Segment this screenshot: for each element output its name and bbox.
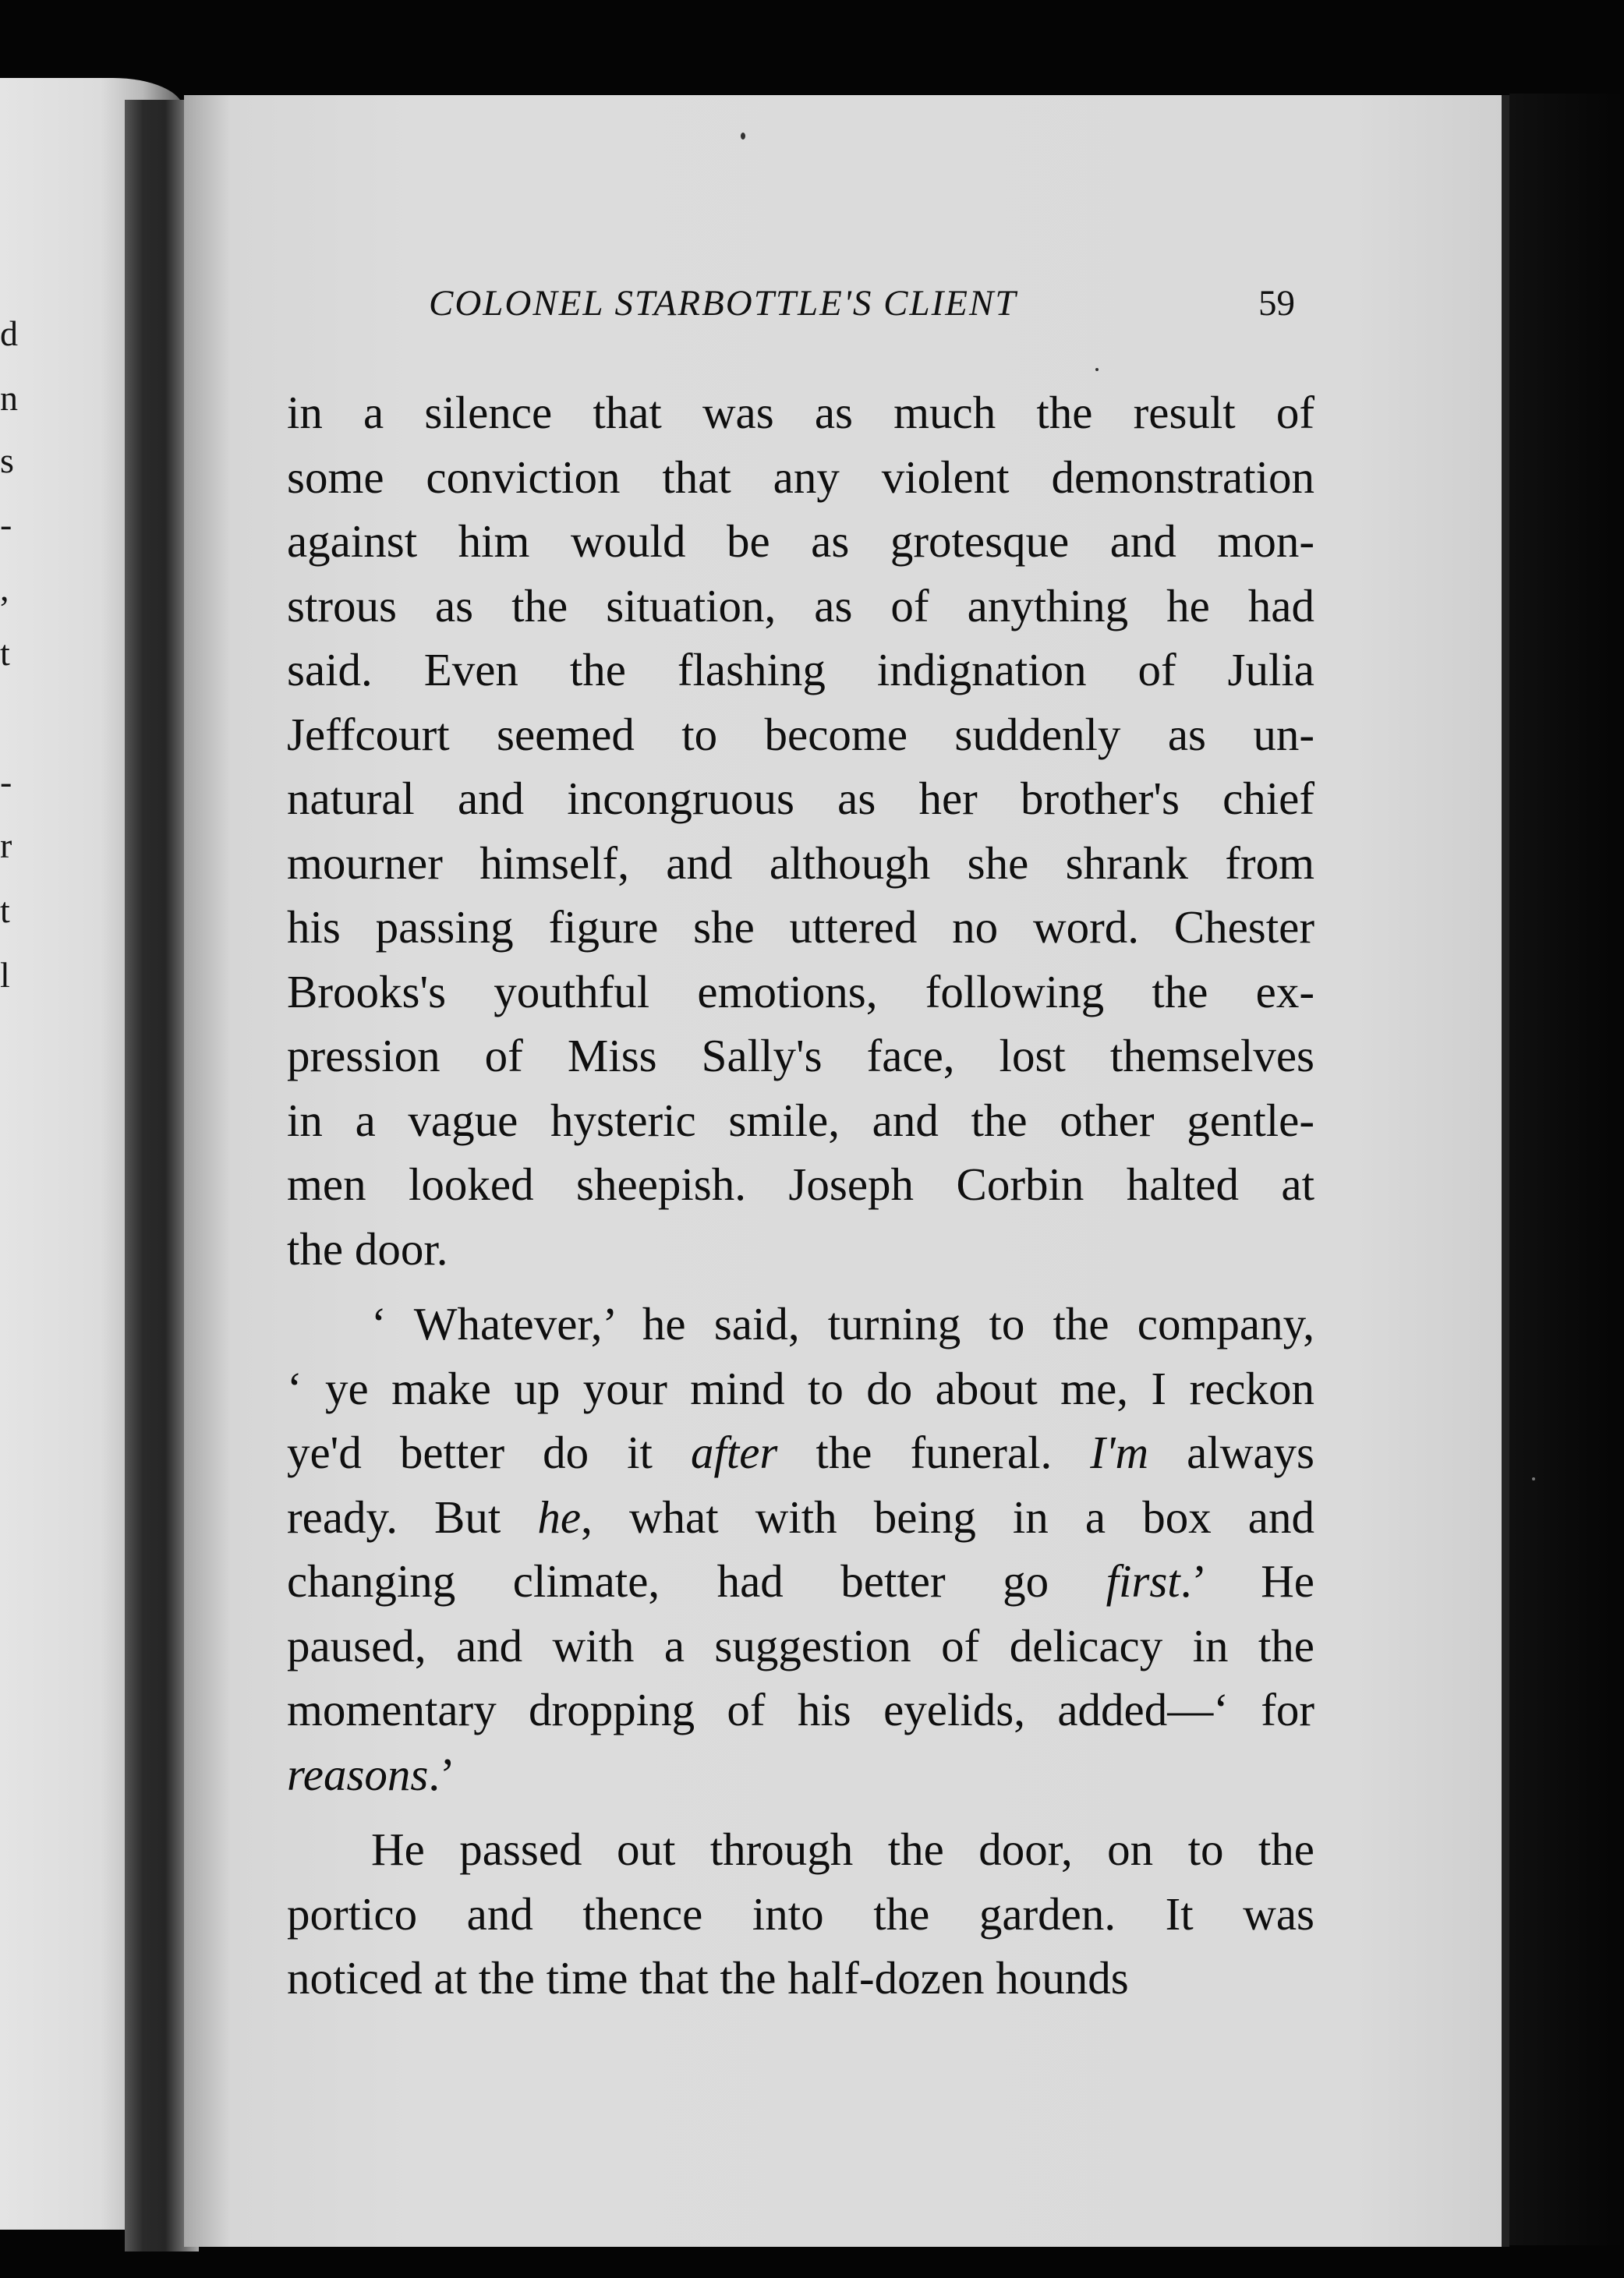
- left-page-fragment: d: [0, 313, 18, 353]
- scan-border: [1509, 94, 1624, 2245]
- left-page-fragment: ,: [0, 568, 9, 608]
- text-line: He passed out through the door, on to the: [371, 1823, 1314, 1875]
- text-line: against him would be as grotesque and mon-: [287, 515, 1314, 567]
- left-page-fragment: r: [0, 826, 12, 865]
- text-line: ready. But he, what with being in a box and: [287, 1491, 1314, 1543]
- text-line: pression of Miss Sally's face, lost themselves: [287, 1030, 1314, 1081]
- text-line: Brooks's youthful emotions, following the ex-: [287, 965, 1314, 1017]
- running-head-title: COLONEL STARBOTTLE'S CLIENT: [429, 283, 1017, 324]
- left-page-fragment: -: [0, 504, 12, 544]
- scan-speck: [741, 133, 745, 140]
- left-page-fragment: t: [0, 633, 10, 673]
- text-line: natural and incongruous as her brother's chief: [287, 773, 1314, 824]
- text-line: his passing figure she uttered no word. Chester: [287, 901, 1314, 953]
- left-page-fragment: s: [0, 440, 14, 480]
- paragraph: [287, 380, 1314, 1281]
- text-line: ye'd better do it after the funeral. I'm always: [287, 1427, 1314, 1478]
- left-page-fragment: n: [0, 378, 18, 418]
- text-line: reasons.’: [287, 1748, 455, 1800]
- italic-emphasis: after: [690, 1427, 778, 1478]
- left-page-fragment: l: [0, 955, 10, 995]
- italic-emphasis: reasons: [287, 1748, 429, 1800]
- text-line: portico and thence into the garden. It was: [287, 1887, 1314, 1940]
- italic-emphasis: I'm: [1090, 1427, 1149, 1478]
- text-line: in a silence that was as much the result of: [287, 387, 1314, 438]
- page-number: 59: [1258, 283, 1295, 324]
- italic-emphasis: first: [1106, 1555, 1180, 1607]
- text-line: momentary dropping of his eyelids, added—‘ for: [287, 1684, 1314, 1735]
- text-line: the door.: [287, 1222, 448, 1275]
- left-page-fragment: -: [0, 762, 12, 801]
- text-line: strous as the situation, as of anything he had: [287, 579, 1314, 631]
- paragraph-gap: [287, 1806, 1314, 1817]
- paragraph: [287, 1817, 1314, 2011]
- scan-speck: [1095, 368, 1099, 371]
- text-line: in a vague hysteric smile, and the other gentle-: [287, 1094, 1314, 1146]
- text-line: changing climate, had better go first.’ He: [287, 1555, 1314, 1607]
- body-text: [287, 380, 1314, 2011]
- paragraph: [287, 1292, 1314, 1806]
- text-line: Jeffcourt seemed to become suddenly as un-: [287, 708, 1314, 760]
- text-line: paused, and with a suggestion of delicacy in the: [287, 1619, 1314, 1671]
- text-line: ‘ Whatever,’ he said, turning to the company,: [371, 1298, 1314, 1349]
- text-line: said. Even the flashing indignation of Julia: [287, 644, 1314, 695]
- text-line: noticed at the time that the half-dozen hounds: [287, 1952, 1129, 2004]
- left-page-fragment: t: [0, 890, 10, 930]
- text-line: some conviction that any violent demonstration: [287, 451, 1314, 503]
- text-line: mourner himself, and although she shrank from: [287, 837, 1314, 889]
- scan-speck: [1532, 1477, 1535, 1480]
- text-line: men looked sheepish. Joseph Corbin halted at: [287, 1158, 1314, 1210]
- italic-emphasis: he: [537, 1491, 582, 1543]
- text-line: ‘ ye make up your mind to do about me, I reckon: [287, 1362, 1314, 1414]
- paragraph-gap: [287, 1281, 1314, 1292]
